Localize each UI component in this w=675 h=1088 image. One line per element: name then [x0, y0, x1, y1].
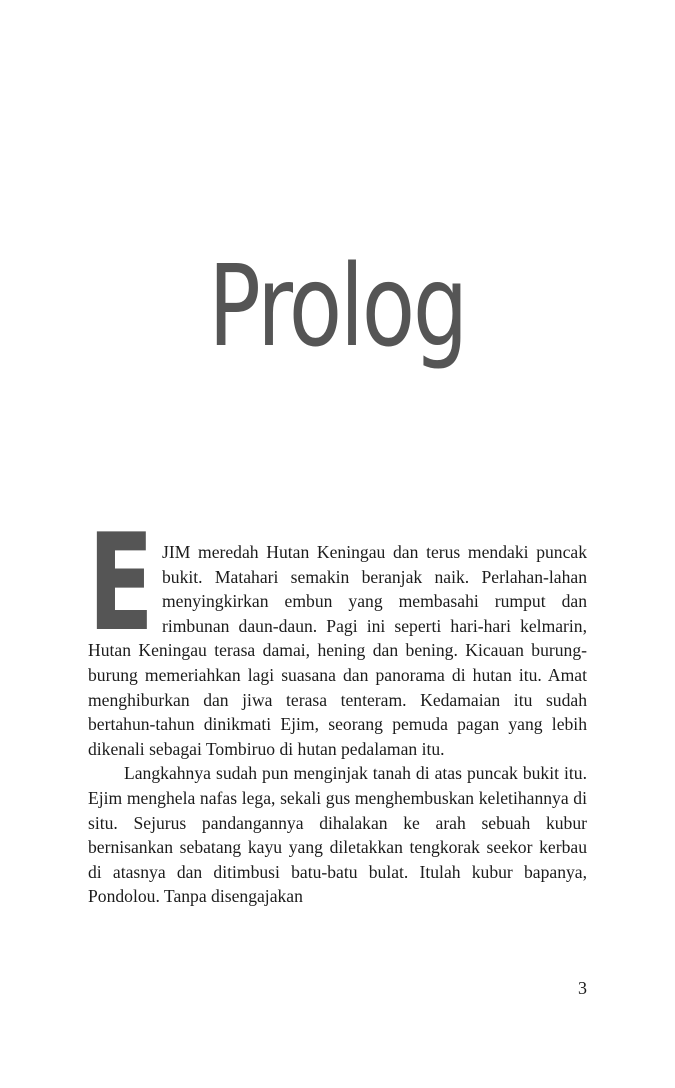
paragraph-2-text: Langkahnya sudah pun menginjak tanah di atas puncak bukit itu. Ejim menghela nafas lega, sekali gus menghembuskan keletihannya di situ. Sejurus pandangannya dihalakan ke arah sebuah kubur bernisankan sebatang kayu yang diletakkan tengkorak seekor kerbau di atasnya dan ditimbusi batu-batu bulat. Itulah kubur bapanya, Pondolou. Tanpa disengajakan: [88, 763, 587, 907]
drop-cap: [88, 505, 158, 661]
chapter-title: Prolog: [208, 242, 467, 372]
paragraph-1-text: JIM meredah Hutan Keningau dan terus mendaki puncak bukit. Matahari semakin beranjak naik. Perlahan-lahan menyingkirkan embun yang membasahi rumput dan rimbunan daun-daun. Pagi ini seperti hari-hari kelmarin, Hutan Keningau terasa damai, hening dan bening. Kicauan burung-burung memeriahkan lagi suasana dan panorama di hutan itu. Amat menghiburkan dan jiwa terasa tenteram. Kedamaian itu sudah bertahun-tahun dinikmati Ejim, seorang pemuda pagan yang lebih dikenali sebagai Tombiruo di hutan pedalaman itu.: [88, 542, 587, 759]
page-number: 3: [578, 978, 587, 998]
drop-cap-letter: E: [88, 505, 154, 661]
paragraph-2: [88, 761, 587, 909]
body-text: [88, 505, 587, 909]
paragraph-1: [88, 505, 587, 761]
